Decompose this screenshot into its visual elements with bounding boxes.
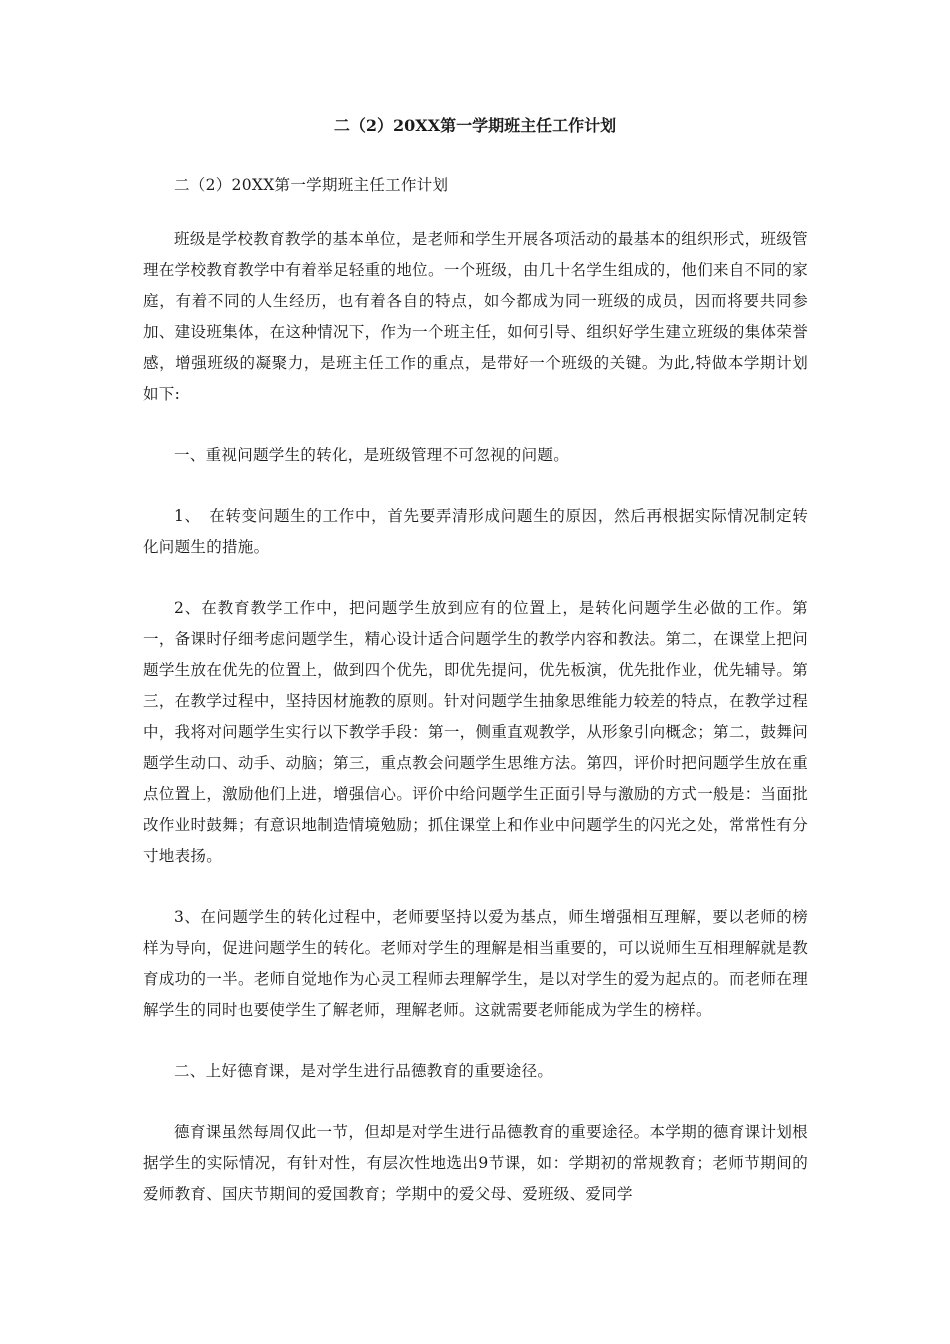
subtitle-paragraph: 二（2）20XX第一学期班主任工作计划 bbox=[174, 176, 449, 194]
item-paragraph-1: 1、 在转变问题生的工作中，首先要弄清形成问题生的原因，然后再根据实际情况制定转化问题生的措施。 bbox=[143, 507, 808, 556]
intro-paragraph: 班级是学校教育教学的基本单位，是老师和学生开展各项活动的最基本的组织形式，班级管理在学校教育教学中有着举足轻重的地位。一个班级，由几十名学生组成的，他们来自不同的家庭，有着不同的人生经历，也有着各自的特点，如今都成为同一班级的成员，因而将要共同参加、建设班集体，在这种情况下，作为一个班主任，如何引导、组织好学生建立班级的集体荣誉感，增强班级的凝聚力，是班主任工作的重点，是带好一个班级的关键。为此,特做本学期计划如下: bbox=[143, 230, 808, 403]
document-title: 二（2）20XX第一学期班主任工作计划 bbox=[333, 116, 617, 135]
item-paragraph-2: 2、在教育教学工作中，把问题学生放到应有的位置上，是转化问题学生必做的工作。第一，备课时仔细考虑问题学生，精心设计适合问题学生的教学内容和教法。第二，在课堂上把问题学生放在优先的位置上，做到四个优先，即优先提问，优先板演，优先批作业，优先辅导。第三，在教学过程中，坚持因材施教的原则。针对问题学生抽象思维能力较差的特点，在教学过程中，我将对问题学生实行以下教学手段：第一，侧重直观教学，从形象引向概念；第二，鼓舞问题学生动口、动手、动脑；第三，重点教会问题学生思维方法。第四，评价时把问题学生放在重点位置上，激励他们上进，增强信心。评价中给问题学生正面引导与激励的方式一般是：当面批改作业时鼓舞；有意识地制造情境勉励；抓住课堂上和作业中问题学生的闪光之处，常常性有分寸地表扬。 bbox=[143, 599, 808, 865]
document-body bbox=[143, 170, 808, 1240]
section-heading-1: 一、重视问题学生的转化，是班级管理不可忽视的问题。 bbox=[174, 446, 570, 464]
moral-education-paragraph: 德育课虽然每周仅此一节，但却是对学生进行品德教育的重要途径。本学期的德育课计划根据学生的实际情况，有针对性，有层次性地选出9节课，如：学期初的常规教育；老师节期间的爱师教育、国庆节期间的爱国教育；学期中的爱父母、爱班级、爱同学 bbox=[143, 1123, 808, 1203]
item-paragraph-3: 3、在问题学生的转化过程中，老师要坚持以爱为基点，师生增强相互理解，要以老师的榜样为导向，促进问题学生的转化。老师对学生的理解是相当重要的，可以说师生互相理解就是教育成功的一半。老师自觉地作为心灵工程师去理解学生，是以对学生的爱为起点的。而老师在理解学生的同时也要使学生了解老师，理解老师。这就需要老师能成为学生的榜样。 bbox=[143, 908, 808, 1019]
section-heading-2: 二、上好德育课，是对学生进行品德教育的重要途径。 bbox=[174, 1062, 554, 1080]
